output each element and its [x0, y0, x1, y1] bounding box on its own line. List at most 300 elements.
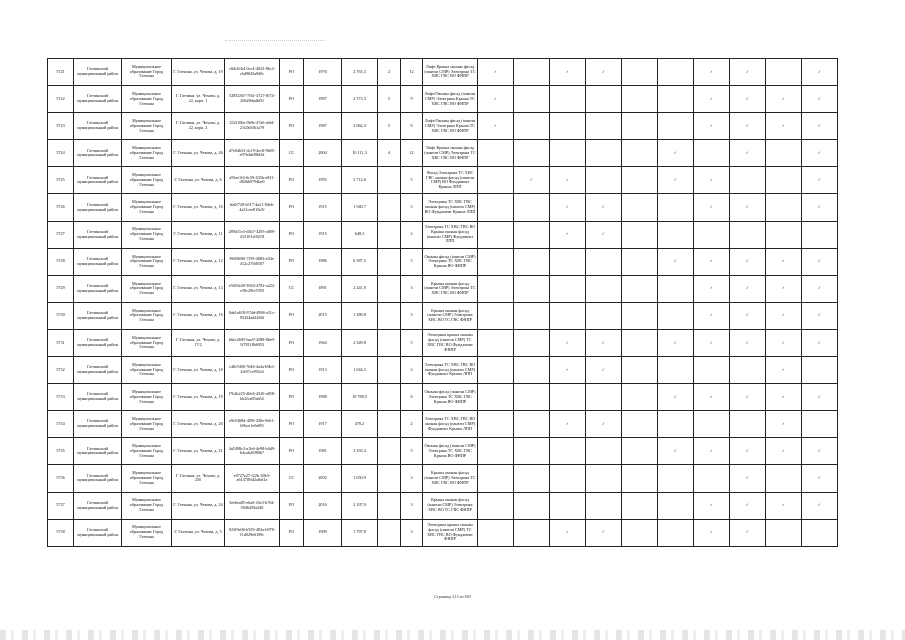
check-cell: [766, 465, 802, 492]
table-row: [48, 86, 838, 113]
settlement-cell: Муниципальное образование Город Гатчина: [122, 194, 172, 221]
check-cell: [550, 384, 586, 411]
checkmark-icon: ✓: [709, 204, 714, 210]
check-cell: [586, 140, 622, 167]
check-cell: [478, 438, 514, 465]
checkmark-icon: ✓: [565, 339, 570, 345]
guid-cell: 3ee6ea85-e6a0-43c3-b764-5946459a2d0: [225, 492, 280, 519]
check-cell: [550, 519, 586, 546]
entrances-cell: 5: [401, 248, 423, 275]
floors-cell: [378, 519, 401, 546]
check-cell: [694, 329, 730, 356]
year-cell: 2016: [304, 492, 342, 519]
type-cell: FO: [280, 357, 304, 384]
checkmark-icon: ✓: [601, 420, 606, 426]
checkmark-icon: ✓: [745, 68, 750, 74]
floors-cell: [378, 248, 401, 275]
type-cell: FO: [280, 329, 304, 356]
settlement-cell: Муниципальное образование Город Гатчина: [122, 329, 172, 356]
entrances-cell: 3: [401, 357, 423, 384]
check-cell: [550, 329, 586, 356]
check-cell: [694, 492, 730, 519]
check-cell: [766, 302, 802, 329]
check-cell: [802, 113, 838, 140]
row-number: 5723: [48, 113, 74, 140]
guid-cell: d7e64b33-4c19-4ec8-9b05-e97b4de98d3d: [225, 140, 280, 167]
check-cell: [622, 492, 658, 519]
check-cell: [550, 167, 586, 194]
row-number: 5738: [48, 519, 74, 546]
check-cell: [730, 465, 766, 492]
floors-cell: [378, 167, 401, 194]
settlement-cell: Муниципальное образование Город Гатчина: [122, 113, 172, 140]
type-cell: FO: [280, 113, 304, 140]
check-cell: [586, 411, 622, 438]
housing-registry-table: [47, 58, 838, 547]
check-cell: [514, 357, 550, 384]
checkmark-icon: ✓: [817, 285, 822, 291]
floors-cell: [378, 275, 401, 302]
check-cell: [514, 86, 550, 113]
check-cell: [658, 411, 694, 438]
district-cell: Гатчинский муниципальный район: [74, 438, 122, 465]
checkmark-icon: ✓: [601, 68, 606, 74]
year-cell: 2002: [304, 465, 342, 492]
checkmark-icon: ✓: [709, 339, 714, 345]
floors-cell: [378, 357, 401, 384]
check-cell: [802, 411, 838, 438]
address-cell: Г. Гатчина, ул. Чехова, д. 19: [172, 59, 225, 86]
year-cell: 1909: [304, 519, 342, 546]
checkmark-icon: ✓: [817, 393, 822, 399]
district-cell: Гатчинский муниципальный район: [74, 329, 122, 356]
entrances-cell: 3: [401, 302, 423, 329]
works-cell: Электрика ТС ХВС ГВС ВО оконан фасад (панели СМР) Фундамент Крыша ЛПП: [423, 411, 478, 438]
scan-top-marks: [225, 40, 325, 43]
entrances-cell: 12: [401, 140, 423, 167]
table-row: [48, 140, 838, 167]
year-cell: 1995: [304, 167, 342, 194]
address-cell: Г. Гатчина, ул. Чехова, д. 24: [172, 492, 225, 519]
checkmark-icon: ✓: [565, 420, 570, 426]
guid-cell: f7b2b225-4b64-4326-a858-bb2fca85ab52: [225, 384, 280, 411]
check-cell: [658, 438, 694, 465]
guid-cell: 59d9b9f0-7f59-4083-a30a-412c27f66507: [225, 248, 280, 275]
check-cell: [478, 86, 514, 113]
type-cell: CC: [280, 465, 304, 492]
row-number: 5734: [48, 411, 74, 438]
year-cell: 2015: [304, 302, 342, 329]
settlement-cell: Муниципальное образование Город Гатчина: [122, 438, 172, 465]
guid-cell: 0ab1a618-97dd-4998-a31c-95434ad2266f: [225, 302, 280, 329]
works-cell: Крыша оконан фасад (панели СМР) Электрика ХВС ВО ТС ГВС ФНПР: [423, 302, 478, 329]
checkmark-icon: ✓: [745, 502, 750, 508]
check-cell: [766, 194, 802, 221]
address-cell: Г. Гатчина, ул. Чехова, д. 26: [172, 140, 225, 167]
floors-cell: [378, 329, 401, 356]
address-cell: Г. Гатчина, ул. Чехова, д. 17/2: [172, 329, 225, 356]
year-cell: 1988: [304, 384, 342, 411]
entrances-cell: 3: [401, 519, 423, 546]
type-cell: FO: [280, 221, 304, 248]
check-cell: [730, 357, 766, 384]
check-cell: [802, 275, 838, 302]
check-cell: [766, 357, 802, 384]
check-cell: [586, 275, 622, 302]
check-cell: [658, 113, 694, 140]
works-cell: Оконан фасад (панели СМР) Электрика ТС ХВС ГВС Крыша ВО ФНПР: [423, 438, 478, 465]
settlement-cell: Муниципальное образование Город Гатчина: [122, 248, 172, 275]
works-cell: Крыша оконан фасад (панели СМР) Электрика ТС ХВС ГВС ВО ФНПР: [423, 465, 478, 492]
floors-cell: 5: [378, 86, 401, 113]
check-cell: [694, 275, 730, 302]
works-cell: Лифт/Оконан фасад (панели СМР) Электрика Крыша ТС ХВС ГВС ВО ФНПР: [423, 86, 478, 113]
entrances-cell: 2: [401, 411, 423, 438]
settlement-cell: Муниципальное образование Город Гатчина: [122, 167, 172, 194]
entrances-cell: 6: [401, 384, 423, 411]
area-cell: 10 111,3: [342, 140, 378, 167]
settlement-cell: Муниципальное образование Город Гатчина: [122, 465, 172, 492]
check-cell: [514, 302, 550, 329]
check-cell: [694, 438, 730, 465]
area-cell: 1 940,7: [342, 194, 378, 221]
check-cell: [514, 167, 550, 194]
district-cell: Гатчинский муниципальный район: [74, 86, 122, 113]
district-cell: Гатчинский муниципальный район: [74, 275, 122, 302]
checkmark-icon: ✓: [673, 393, 678, 399]
check-cell: [658, 465, 694, 492]
check-cell: [550, 59, 586, 86]
check-cell: [622, 302, 658, 329]
address-cell: Г. Гатчина, ул. Чехова, д. 10: [172, 194, 225, 221]
check-cell: [694, 357, 730, 384]
checkmark-icon: ✓: [745, 204, 750, 210]
settlement-cell: Муниципальное образование Город Гатчина: [122, 275, 172, 302]
check-cell: [694, 113, 730, 140]
type-cell: FO: [280, 248, 304, 275]
check-cell: [658, 194, 694, 221]
checkmark-icon: ✓: [745, 285, 750, 291]
year-cell: 1915: [304, 194, 342, 221]
guid-cell: c4fb7d06-7646-4a4a-b9b3-2fe97ce992c6: [225, 357, 280, 384]
area-cell: 6 387,3: [342, 248, 378, 275]
check-cell: [550, 492, 586, 519]
floors-cell: [378, 465, 401, 492]
table-row: [48, 411, 838, 438]
district-cell: Гатчинский муниципальный район: [74, 221, 122, 248]
guid-cell: ffa0f728-b517-4a21-84eb-4a31cee815e5f: [225, 194, 280, 221]
checkmark-icon: ✓: [781, 258, 786, 264]
address-cell: Г. Гатчина, ул. Чехова, д. 16: [172, 302, 225, 329]
settlement-cell: Муниципальное образование Город Гатчина: [122, 302, 172, 329]
table-row: [48, 465, 838, 492]
table-row: [48, 357, 838, 384]
type-cell: FO: [280, 519, 304, 546]
check-cell: [730, 329, 766, 356]
check-cell: [514, 248, 550, 275]
checkmark-icon: ✓: [601, 366, 606, 372]
guid-cell: e9e5468d-4f99-430e-8e61-b9bce1e0a89f: [225, 411, 280, 438]
checkmark-icon: ✓: [817, 475, 822, 481]
check-cell: [514, 194, 550, 221]
checkmark-icon: ✓: [745, 475, 750, 481]
check-cell: [478, 465, 514, 492]
row-number: 5726: [48, 194, 74, 221]
year-cell: 1987: [304, 86, 342, 113]
address-cell: Г. Гатчина, ул. Чехова, д. 12: [172, 248, 225, 275]
check-cell: [586, 384, 622, 411]
check-cell: [514, 411, 550, 438]
settlement-cell: Муниципальное образование Город Гатчина: [122, 86, 172, 113]
checkmark-icon: ✓: [745, 529, 750, 535]
check-cell: [694, 221, 730, 248]
checkmark-icon: ✓: [745, 122, 750, 128]
checkmark-icon: ✓: [745, 95, 750, 101]
address-cell: Г. Гатчина, ул. Чехова, д. 22, корп. 1: [172, 86, 225, 113]
address-cell: Г. Гатчина, ул. Чехова, д. 20: [172, 411, 225, 438]
check-cell: [622, 329, 658, 356]
entrances-cell: 3: [401, 492, 423, 519]
check-cell: [586, 113, 622, 140]
check-cell: [730, 221, 766, 248]
checkmark-icon: ✓: [709, 447, 714, 453]
checkmark-icon: ✓: [601, 529, 606, 535]
entrances-cell: 3: [401, 194, 423, 221]
check-cell: [586, 492, 622, 519]
district-cell: Гатчинский муниципальный район: [74, 140, 122, 167]
settlement-cell: Муниципальное образование Город Гатчина: [122, 59, 172, 86]
check-cell: [586, 248, 622, 275]
row-number: 5727: [48, 221, 74, 248]
guid-cell: 289d11e3-d3b7-4295-a809-412101ef0218: [225, 221, 280, 248]
district-cell: Гатчинский муниципальный район: [74, 357, 122, 384]
check-cell: [478, 59, 514, 86]
check-cell: [478, 275, 514, 302]
type-cell: FO: [280, 194, 304, 221]
checkmark-icon: ✓: [673, 149, 678, 155]
check-cell: [802, 465, 838, 492]
area-cell: 1 289,8: [342, 302, 378, 329]
entrances-cell: 9: [401, 113, 423, 140]
area-cell: 2 241,9: [342, 275, 378, 302]
address-cell: Г. Гатчина, ул. Чехова, д. 22, корп. 2: [172, 113, 225, 140]
check-cell: [730, 113, 766, 140]
area-cell: 1 044,3: [342, 357, 378, 384]
check-cell: [766, 140, 802, 167]
row-number: 5724: [48, 140, 74, 167]
check-cell: [694, 59, 730, 86]
checkmark-icon: ✓: [709, 258, 714, 264]
checkmark-icon: ✓: [709, 122, 714, 128]
checkmark-icon: ✓: [709, 177, 714, 183]
works-cell: Оконан фасад (панели СМР) Электрика ТС ХВС ГВС Крыша ВО ФНПР: [423, 384, 478, 411]
type-cell: FO: [280, 492, 304, 519]
table-row: [48, 329, 838, 356]
checkmark-icon: ✓: [745, 312, 750, 318]
works-cell: Электрика крыша оконан фасад (панели СМР) ТС ХВС ГВС ВО Фундамент ФНПР: [423, 519, 478, 546]
check-cell: [802, 194, 838, 221]
check-cell: [802, 329, 838, 356]
check-cell: [622, 411, 658, 438]
table-row: [48, 384, 838, 411]
check-cell: [514, 59, 550, 86]
check-cell: [478, 302, 514, 329]
check-cell: [658, 275, 694, 302]
type-cell: FO: [280, 438, 304, 465]
table-row: [48, 275, 838, 302]
check-cell: [586, 519, 622, 546]
check-cell: [802, 302, 838, 329]
check-cell: [622, 519, 658, 546]
check-cell: [730, 411, 766, 438]
guid-cell: 52852367-7f61-4727-8f74-20b28dadbf5f: [225, 86, 280, 113]
guid-cell: a55ae1f4-6c59-435b-a941-d82bb9794be0: [225, 167, 280, 194]
table-row: [48, 438, 838, 465]
works-cell: Электрика ТС ХВС ГВС ВО Крыша оконан фасад (панели СМР) Фундамент ЛПП: [423, 221, 478, 248]
check-cell: [730, 86, 766, 113]
check-cell: [550, 221, 586, 248]
check-cell: [622, 59, 658, 86]
row-number: 5728: [48, 248, 74, 275]
check-cell: [802, 438, 838, 465]
area-cell: 2 549,8: [342, 329, 378, 356]
check-cell: [586, 167, 622, 194]
check-cell: [550, 140, 586, 167]
check-cell: [694, 519, 730, 546]
check-cell: [586, 302, 622, 329]
works-cell: Лифт Крыша оконан фасад (панели СМР) Электрика ТС ХВС ГВС ВО ФНПР: [423, 59, 478, 86]
area-cell: 3 712,6: [342, 167, 378, 194]
check-cell: [694, 411, 730, 438]
check-cell: [586, 194, 622, 221]
year-cell: 1891: [304, 275, 342, 302]
guid-cell: e5603e20-3944-4782-a222-e39c29fe7059: [225, 275, 280, 302]
checkmark-icon: ✓: [781, 366, 786, 372]
check-cell: [478, 384, 514, 411]
year-cell: 1981: [304, 438, 342, 465]
entrances-cell: 5: [401, 329, 423, 356]
check-cell: [730, 59, 766, 86]
type-cell: FO: [280, 302, 304, 329]
check-cell: [622, 275, 658, 302]
check-cell: [514, 465, 550, 492]
check-cell: [658, 302, 694, 329]
checkmark-icon: ✓: [493, 122, 498, 128]
year-cell: 2004: [304, 140, 342, 167]
floors-cell: [378, 194, 401, 221]
check-cell: [550, 438, 586, 465]
check-cell: [802, 140, 838, 167]
row-number: 5737: [48, 492, 74, 519]
check-cell: [658, 167, 694, 194]
checkmark-icon: ✓: [493, 68, 498, 74]
year-cell: 1915: [304, 221, 342, 248]
table-row: [48, 519, 838, 546]
check-cell: [478, 329, 514, 356]
row-number: 5729: [48, 275, 74, 302]
district-cell: Гатчинский муниципальный район: [74, 519, 122, 546]
entrances-cell: 5: [401, 438, 423, 465]
check-cell: [766, 492, 802, 519]
address-cell: Г. Гатчина, ул. Чехова, д. 19: [172, 384, 225, 411]
type-cell: FO: [280, 86, 304, 113]
check-cell: [658, 140, 694, 167]
table-row: [48, 248, 838, 275]
check-cell: [514, 113, 550, 140]
check-cell: [766, 167, 802, 194]
checkmark-icon: ✓: [781, 95, 786, 101]
checkmark-icon: ✓: [745, 447, 750, 453]
checkmark-icon: ✓: [709, 285, 714, 291]
checkmark-icon: ✓: [817, 122, 822, 128]
check-cell: [550, 411, 586, 438]
check-cell: [694, 86, 730, 113]
district-cell: Гатчинский муниципальный район: [74, 465, 122, 492]
check-cell: [478, 357, 514, 384]
check-cell: [478, 519, 514, 546]
entrances-cell: 9: [401, 86, 423, 113]
check-cell: [802, 86, 838, 113]
check-cell: [550, 275, 586, 302]
check-cell: [586, 438, 622, 465]
check-cell: [622, 357, 658, 384]
check-cell: [802, 167, 838, 194]
checkmark-icon: ✓: [673, 339, 678, 345]
check-cell: [658, 329, 694, 356]
floors-cell: [378, 384, 401, 411]
checkmark-icon: ✓: [709, 529, 714, 535]
guid-cell: 4a5498c3-a1b6-4e98-b4d9-b4cab2f080b7: [225, 438, 280, 465]
address-cell: Г. Гатчина, ул. Чехова, д. 18: [172, 357, 225, 384]
check-cell: [586, 465, 622, 492]
check-cell: [622, 167, 658, 194]
checkmark-icon: ✓: [673, 258, 678, 264]
settlement-cell: Муниципальное образование Город Гатчина: [122, 519, 172, 546]
year-cell: 1986: [304, 248, 342, 275]
district-cell: Гатчинский муниципальный район: [74, 384, 122, 411]
check-cell: [730, 519, 766, 546]
area-cell: 1 797,8: [342, 519, 378, 546]
floors-cell: [378, 438, 401, 465]
check-cell: [550, 86, 586, 113]
check-cell: [514, 329, 550, 356]
check-cell: [514, 275, 550, 302]
check-cell: [730, 438, 766, 465]
type-cell: FO: [280, 167, 304, 194]
checkmark-icon: ✓: [709, 68, 714, 74]
check-cell: [658, 248, 694, 275]
checkmark-icon: ✓: [817, 149, 822, 155]
checkmark-icon: ✓: [493, 95, 498, 101]
district-cell: Гатчинский муниципальный район: [74, 411, 122, 438]
row-number: 5725: [48, 167, 74, 194]
checkmark-icon: ✓: [745, 339, 750, 345]
area-cell: 2 763,3: [342, 59, 378, 86]
scan-edge-artifact: [0, 630, 905, 640]
floors-cell: [378, 221, 401, 248]
check-cell: [478, 194, 514, 221]
checkmark-icon: ✓: [817, 258, 822, 264]
settlement-cell: Муниципальное образование Город Гатчина: [122, 357, 172, 384]
works-cell: Лифт/Оконан фасад (панели СМР) Электрика Крыша ТС ХВС ГВС ВО ФНПР: [423, 113, 478, 140]
year-cell: 1917: [304, 411, 342, 438]
area-cell: 1 650,9: [342, 465, 378, 492]
check-cell: [766, 329, 802, 356]
year-cell: 1964: [304, 329, 342, 356]
check-cell: [802, 357, 838, 384]
table-row: [48, 221, 838, 248]
checkmark-icon: ✓: [745, 258, 750, 264]
